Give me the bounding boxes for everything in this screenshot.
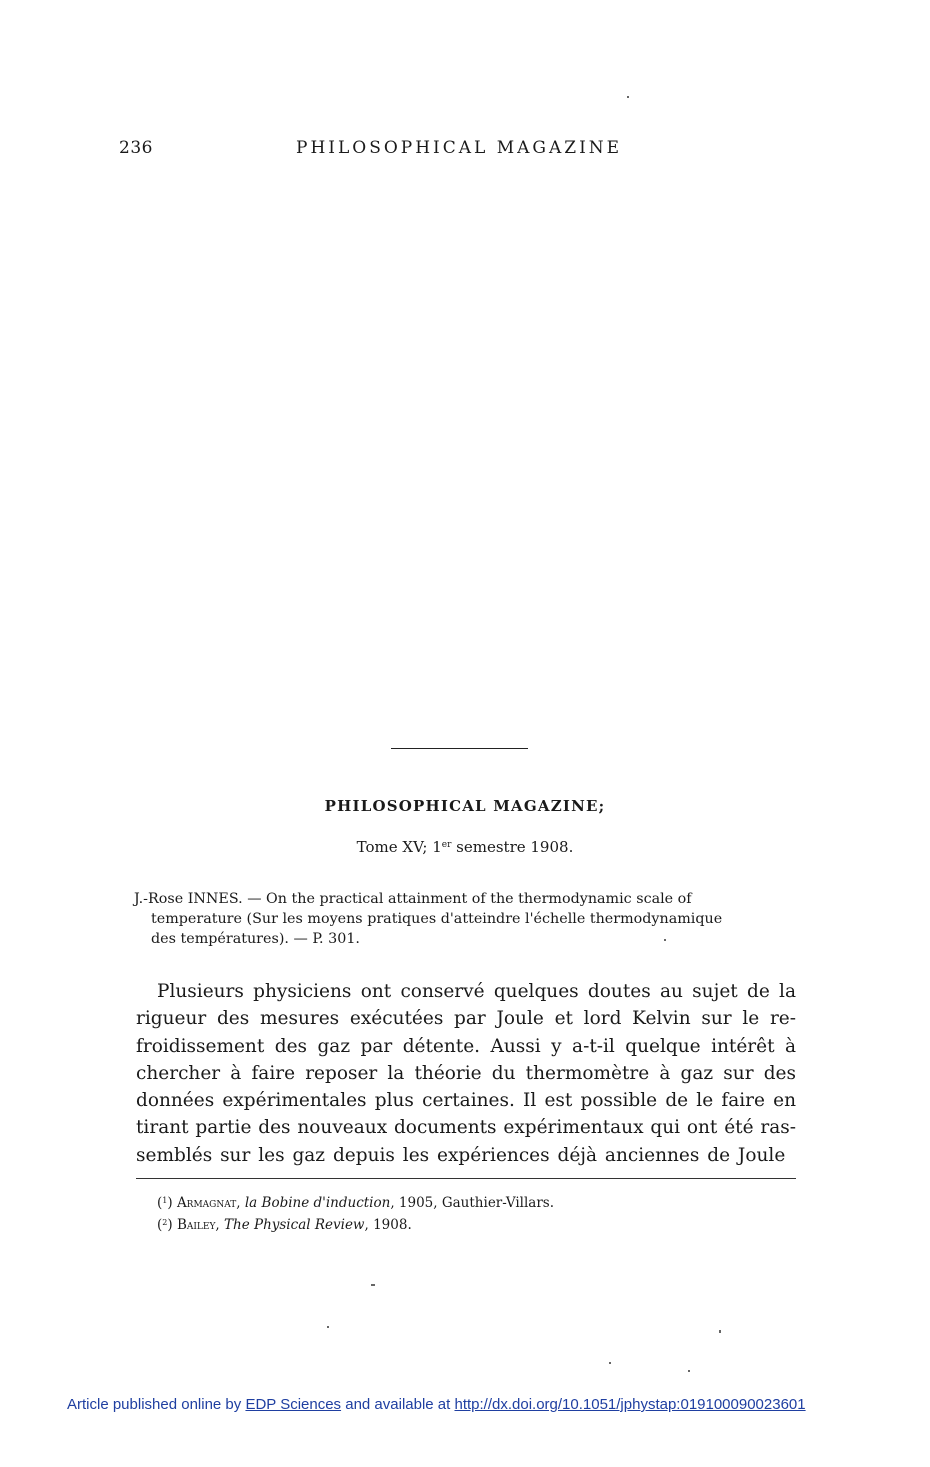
- body-line: tirant partie des nouveaux documents expérimentaux qui ont été ras-: [136, 1117, 796, 1139]
- scan-speck: [664, 939, 666, 941]
- footnotes: [157, 1191, 554, 1235]
- body-line: chercher à faire reposer la théorie du thermomètre à gaz sur des: [136, 1062, 796, 1084]
- footnote-mark: 1: [162, 1196, 168, 1205]
- body-line: données expérimentales plus certaines. Il est possible de le faire en: [136, 1090, 796, 1112]
- body-line: Plusieurs physiciens ont conservé quelques doutes au sujet de la: [157, 981, 796, 1002]
- footnote-details: , 1908.: [364, 1217, 412, 1233]
- footnote-2: ($^2$) Bailey, The Physical Review, 1908.: [157, 1217, 412, 1233]
- notice-prefix: Article published online by: [67, 1396, 246, 1413]
- abstract-line: J.-Rose INNES. — On the practical attainment of the thermodynamic scale of: [134, 891, 692, 907]
- scan-speck: [719, 1330, 721, 1333]
- body-line: rigueur des mesures exécutées par Joule et lord Kelvin sur le re-: [136, 1008, 796, 1030]
- footnote-details: , 1905, Gauthier-Villars.: [390, 1195, 555, 1211]
- section-title: PHILOSOPHICAL MAGAZINE;: [324, 797, 606, 815]
- page-number: 236: [119, 138, 153, 158]
- footnote-mark: 2: [162, 1218, 168, 1227]
- body-line: froidissement des gaz par détente. Aussi y a-t-il quelque intérêt à: [136, 1035, 796, 1057]
- subtitle-suffix: semestre 1908.: [451, 838, 574, 856]
- publisher-link[interactable]: EDP Sciences: [245, 1396, 342, 1413]
- footnote-author: Bailey: [176, 1217, 216, 1233]
- footnote-1: ($^1$) Armagnat, la Bobine d'induction, 1905, Gauthier-Villars.: [157, 1195, 555, 1211]
- body-line: semblés sur les gaz depuis les expériences déjà anciennes de Joule: [136, 1144, 786, 1166]
- footnote-work-title: The Physical Review: [224, 1217, 365, 1233]
- scan-speck: [688, 1370, 690, 1372]
- article-abstract: [134, 889, 794, 949]
- body-paragraph: [136, 978, 796, 1169]
- footnote-work-title: la Bobine d'induction: [244, 1195, 391, 1211]
- subtitle-superscript: er: [441, 840, 452, 850]
- subtitle-prefix: Tome XV; 1: [356, 838, 442, 856]
- scan-speck: [627, 96, 629, 98]
- section-subtitle: [0, 838, 930, 856]
- notice-middle: and available at: [341, 1396, 455, 1413]
- running-header-title: PHILOSOPHICAL MAGAZINE: [296, 138, 623, 158]
- scan-speck: [327, 1326, 329, 1328]
- footnote-author: Armagnat: [176, 1195, 237, 1211]
- abstract-line: temperature (Sur les moyens pratiques d'atteindre l'échelle thermodynamique: [151, 911, 723, 927]
- footnote-rule: [136, 1178, 796, 1179]
- scan-speck: [371, 1284, 375, 1286]
- publication-notice: [67, 1396, 806, 1413]
- doi-link[interactable]: http://dx.doi.org/10.1051/jphystap:019100090023601: [454, 1396, 806, 1413]
- abstract-line: des températures). — P. 301.: [151, 931, 360, 947]
- section-divider: [391, 748, 528, 749]
- scan-speck: [609, 1362, 611, 1364]
